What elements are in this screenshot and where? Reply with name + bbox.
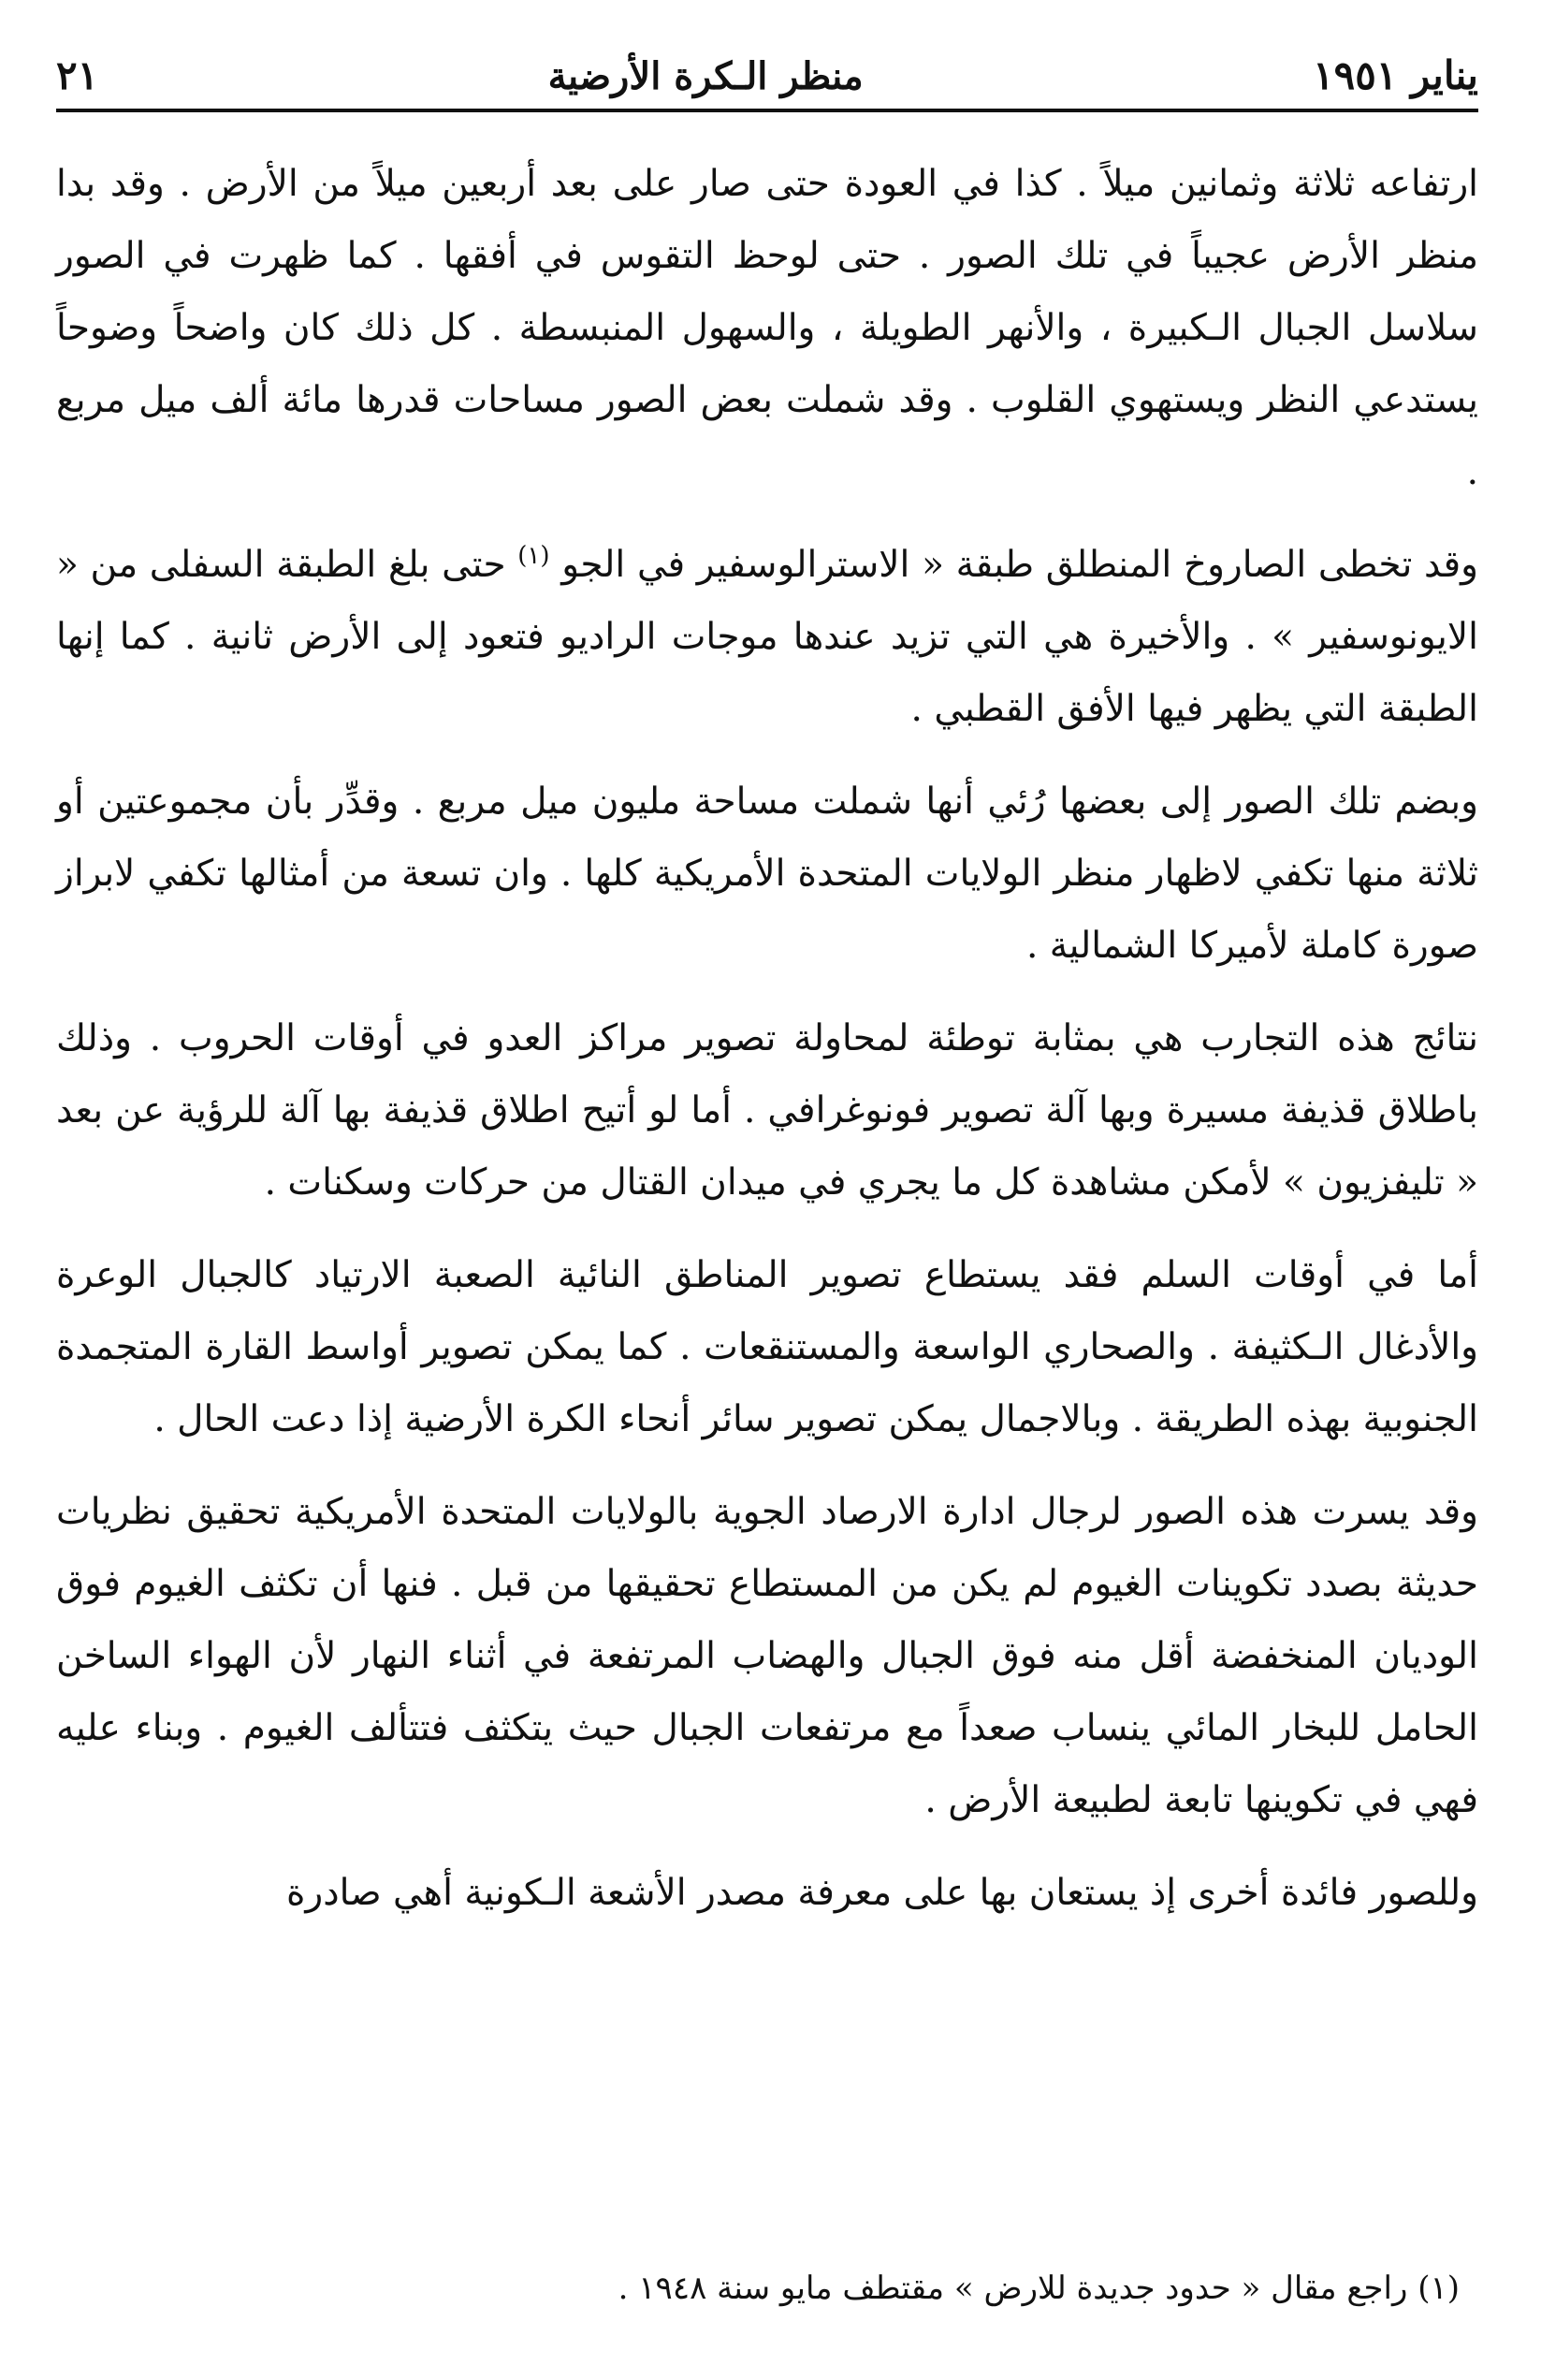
footnote: (١) راجع مقال « حدود جديدة للارض » مقتطف مايو سنة ١٩٤٨ . [618,2269,1460,2307]
paragraph-4: نتائج هذه التجارب هي بمثابة توطئة لمحاولة تصوير مراكز العدو في أوقات الحروب . وذلك باطلاق قذيفة مسيرة وبها آلة تصوير فونوغرافي . أما لو أتيح اطلاق قذيفة بها آلة للرؤية عن بعد « تليفزيون » لأمكن مشاهدة كل ما يجري في ميدان القتال من حركات وسكنات . [56,1017,1478,1204]
paragraph-2-end: حتى بلغ الطبقة السفلى من « الايونوسفير » . والأخيرة هي التي تزيد عندها موجات الراديو فتعود إلى الأرض ثانية . كما إنها الطبقة التي يظهر فيها الأفق القطبي . [56,544,1478,730]
paragraph-1: ارتفاعه ثلاثة وثمانين ميلاً . كذا في العودة حتى صار على بعد أربعين ميلاً من الأرض . وقد بدا منظر الأرض عجيباً في تلك الصور . حتى لوحظ التقوس في أفقها . كما ظهرت في الصور سلاسل الجبال الـكبيرة ، والأنهر الطويلة ، والسهول المنبسطة . كل ذلك كان واضحاً وضوحاً يستدعي النظر ويستهوي القلوب . وقد شملت بعض الصور مساحات قدرها مائة ألف ميل مربع . [56,163,1478,493]
running-header [56,37,1478,112]
paragraph-5: أما في أوقات السلم فقد يستطاع تصوير المناطق النائية الصعبة الارتياد كالجبال الوعرة والأدغال الـكثيفة . والصحاري الواسعة والمستنقعات . كما يمكن تصوير أواسط القارة المتجمدة الجنوبية بهذه الطريقة . وبالاجمال يمكن تصوير سائر أنحاء الكرة الأرضية إذا دعت الحال . [56,1254,1478,1440]
document-page [56,37,1478,2340]
paragraph-6: وقد يسرت هذه الصور لرجال ادارة الارصاد الجوية بالولايات المتحدة الأمريكية تحقيق نظريات حديثة بصدد تكوينات الغيوم لم يكن من المستطاع تحقيقها من قبل . فنها أن تكثف الغيوم فوق الوديان المنخفضة أقل منه فوق الجبال والهضاب المرتفعة في أثناء النهار لأن الهواء الساخن الحامل للبخار المائي ينساب صعداً مع مرتفعات الجبال حيث يتكثف فتتألف الغيوم . وبناء عليه فهي في تكوينها تابعة لطبيعة الأرض . [56,1491,1478,1821]
paragraph-2 [56,529,1478,745]
header-title: منظر الـكرة الأرضية [547,54,864,98]
article-body [56,148,1478,1929]
page-number: ٢١ [56,52,99,98]
header-date: يناير ١٩٥١ [1313,52,1478,98]
paragraph-2-start: وقد تخطى الصاروخ المنطلق طبقة « الاسترالوسفير في الجو [549,544,1479,586]
footnote-reference: (١) [517,542,550,570]
footnote-area [56,2246,1478,2330]
paragraph-3: وبضم تلك الصور إلى بعضها رُئي أنها شملت مساحة مليون ميل مربع . وقدِّر بأن مجموعتين أو ثلاثة منها تكفي لاظهار منظر الولايات المتحدة الأمريكية كلها . وان تسعة من أمثالها تكفي لابراز صورة كاملة لأميركا الشمالية . [56,781,1478,967]
paragraph-7: وللصور فائدة أخرى إذ يستعان بها على معرفة مصدر الأشعة الـكونية أهي صادرة [286,1872,1478,1914]
